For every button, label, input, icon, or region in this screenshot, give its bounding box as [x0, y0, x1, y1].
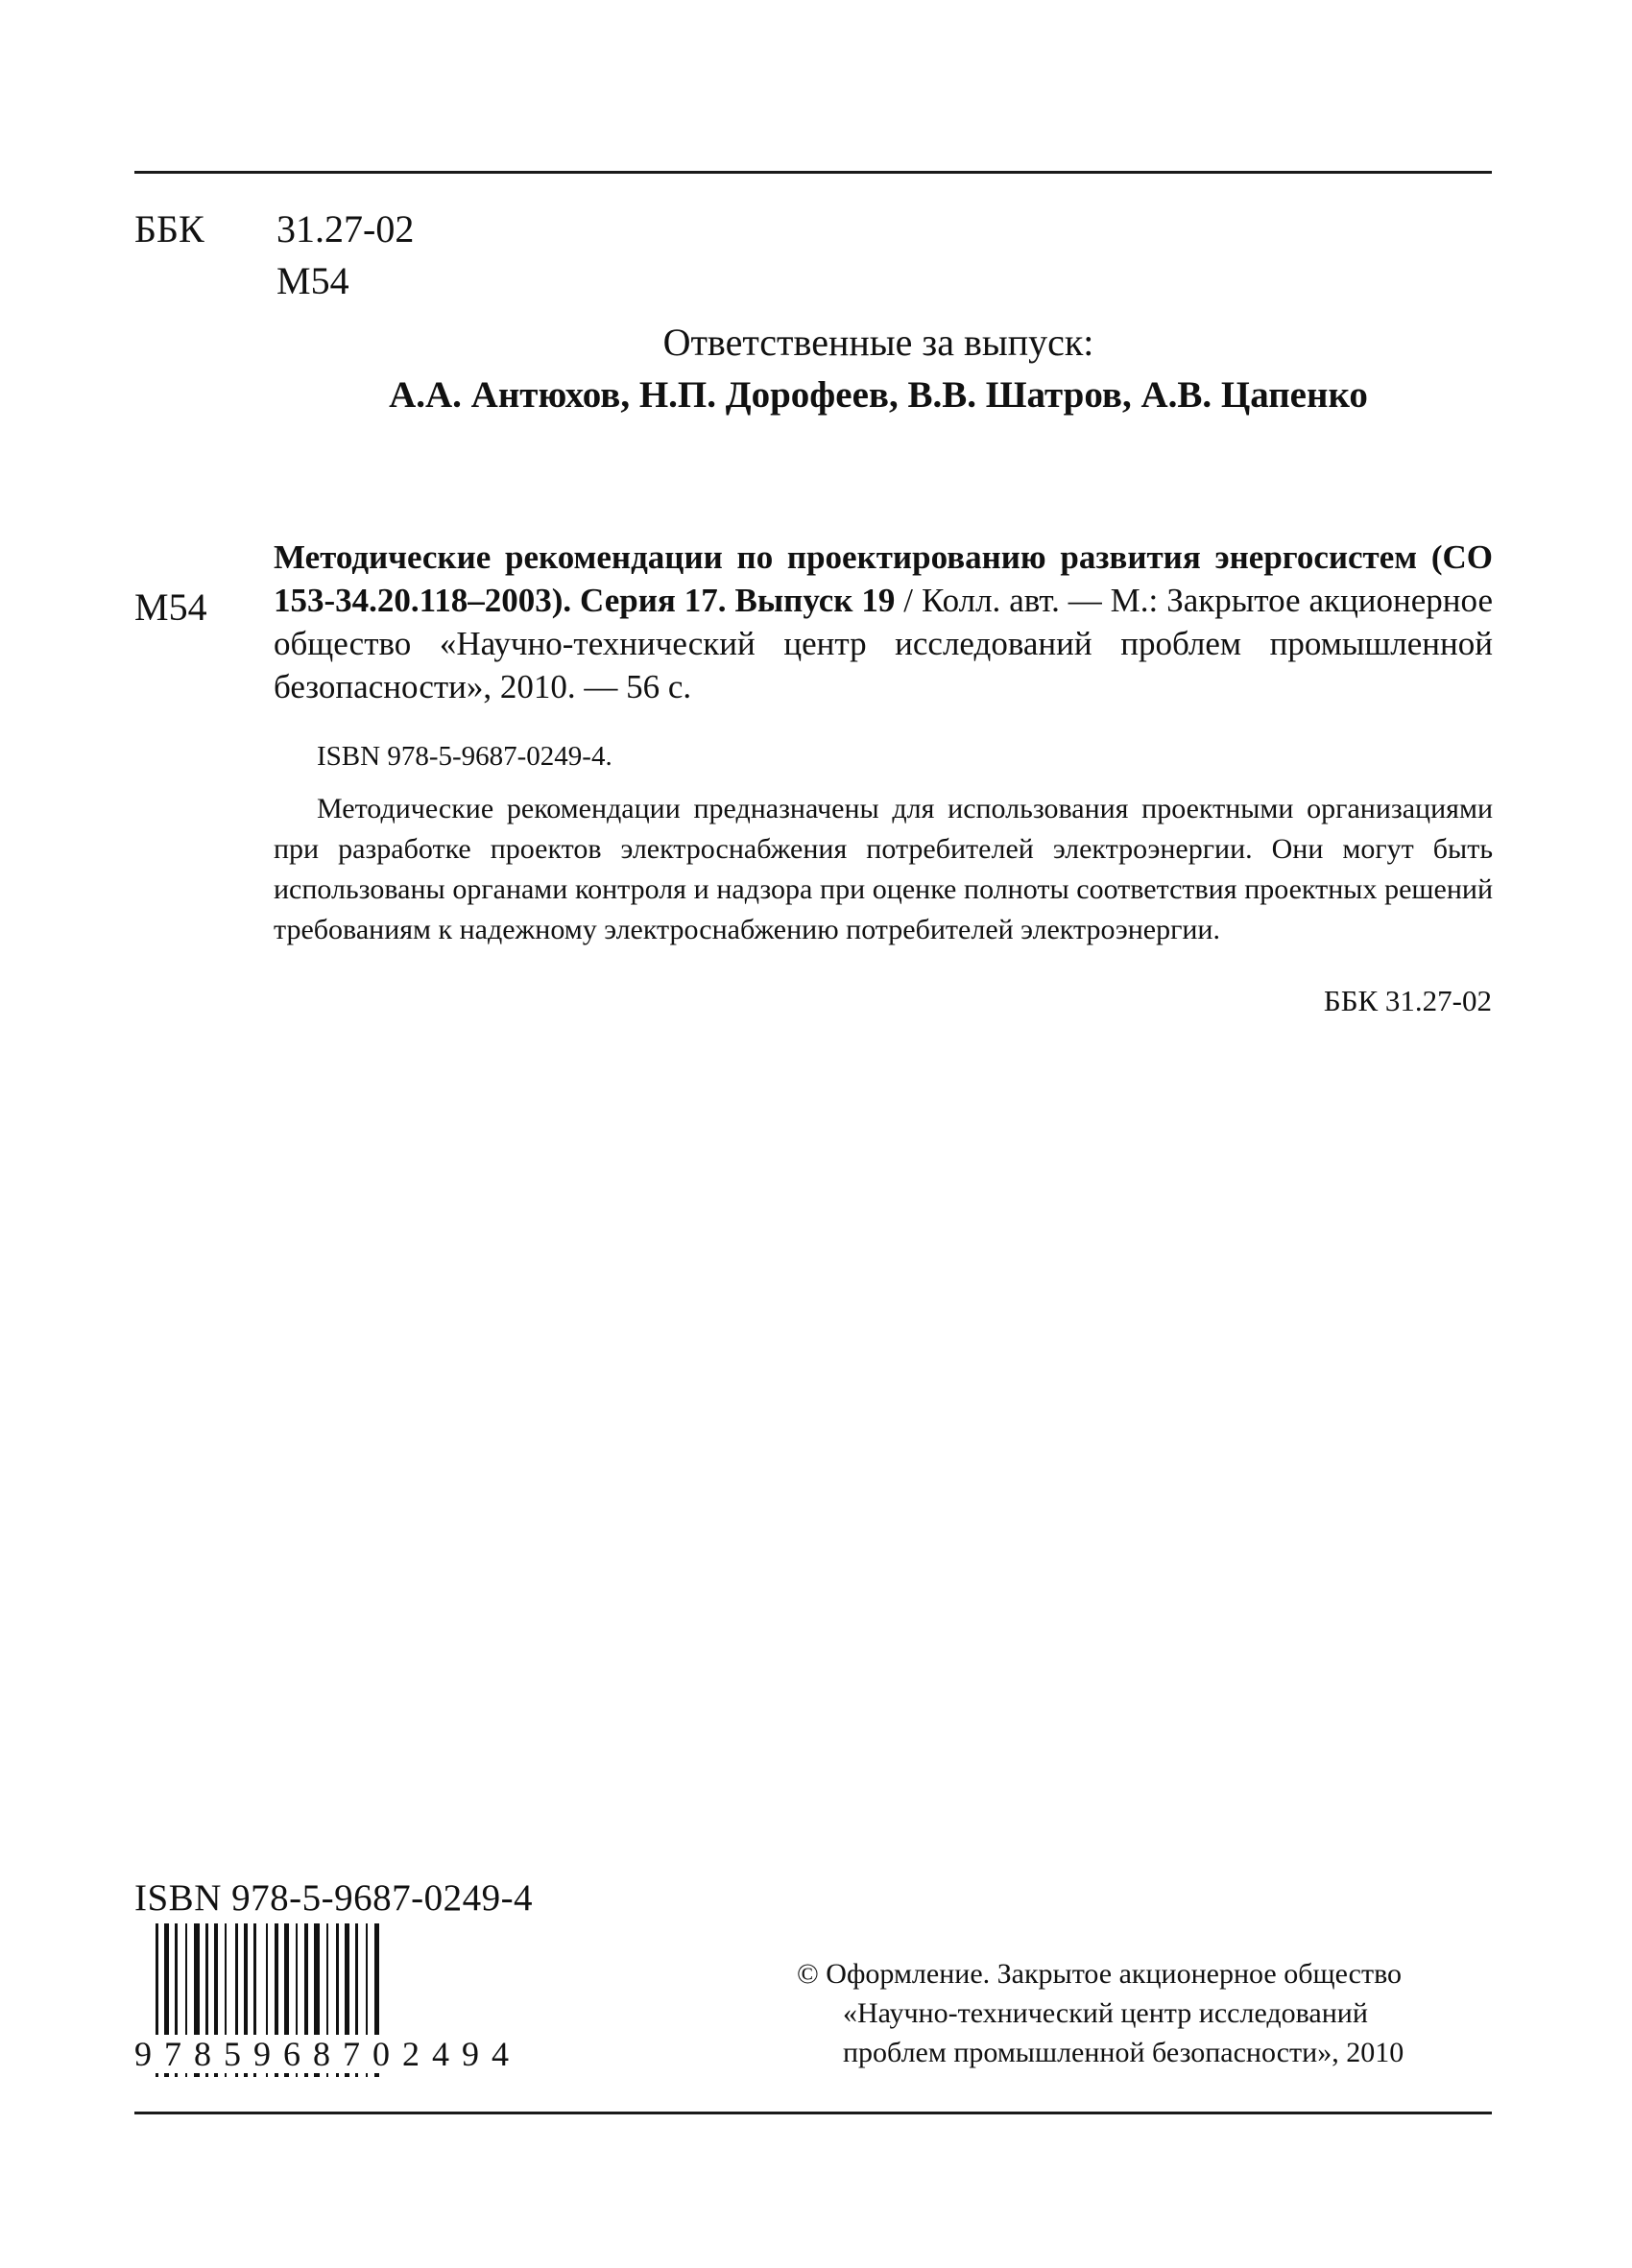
copyright-line-3: проблем промышленной безопасности», 2010	[843, 2037, 1404, 2068]
copyright-line-1: © Оформление. Закрытое акционерное общество	[797, 1958, 1403, 1990]
bbk-right: ББК 31.27-02	[1323, 984, 1492, 1017]
responsible-names: А.А. Антюхов, Н.П. Дорофеев, В.В. Шатров, А.В. Цапенко	[389, 374, 1368, 416]
copyright-block	[797, 1954, 1493, 2072]
responsible-heading: Ответственные за выпуск:	[662, 321, 1094, 364]
barcode-digits: 9785968702494	[134, 2035, 525, 2073]
entry-isbn: ISBN 978-5-9687-0249-4.	[317, 741, 612, 772]
bbk-classification	[134, 203, 414, 307]
bottom-rule	[134, 2112, 1492, 2114]
annotation-text: Методические рекомендации предназначены для использования проектными организациями при разработке проектов электроснабжения потребителей электроэнергии. Они могут быть использованы органами контроля и надзора при оценке полноты соответствия проектных решений требованиям к надежному электроснабжению потребителей электроэнергии.	[274, 793, 1493, 945]
bbk-label: ББК	[134, 207, 204, 251]
entry-side-mark: М54	[134, 585, 207, 629]
responsible-block	[0, 317, 1632, 422]
entry-title: Методические рекомендации по проектированию развития энергосистем (СО 153-34.20.118–2003). Серия 17. Выпуск 19	[274, 538, 1493, 619]
entry-details: / Колл. авт. — М.: Закрытое акционерное общество «Научно-технический центр исследований проблем промышленной безопасности», 2010. — 56 с.	[274, 582, 1493, 705]
isbn-barcode-label: ISBN 978-5-9687-0249-4	[134, 1877, 534, 1919]
author-mark: М54	[276, 259, 349, 302]
bibliographic-entry	[274, 536, 1493, 708]
copyright-line-2: «Научно-технический центр исследований	[843, 1997, 1368, 2029]
bbk-code: 31.27-02	[276, 207, 415, 251]
top-rule	[134, 171, 1492, 174]
